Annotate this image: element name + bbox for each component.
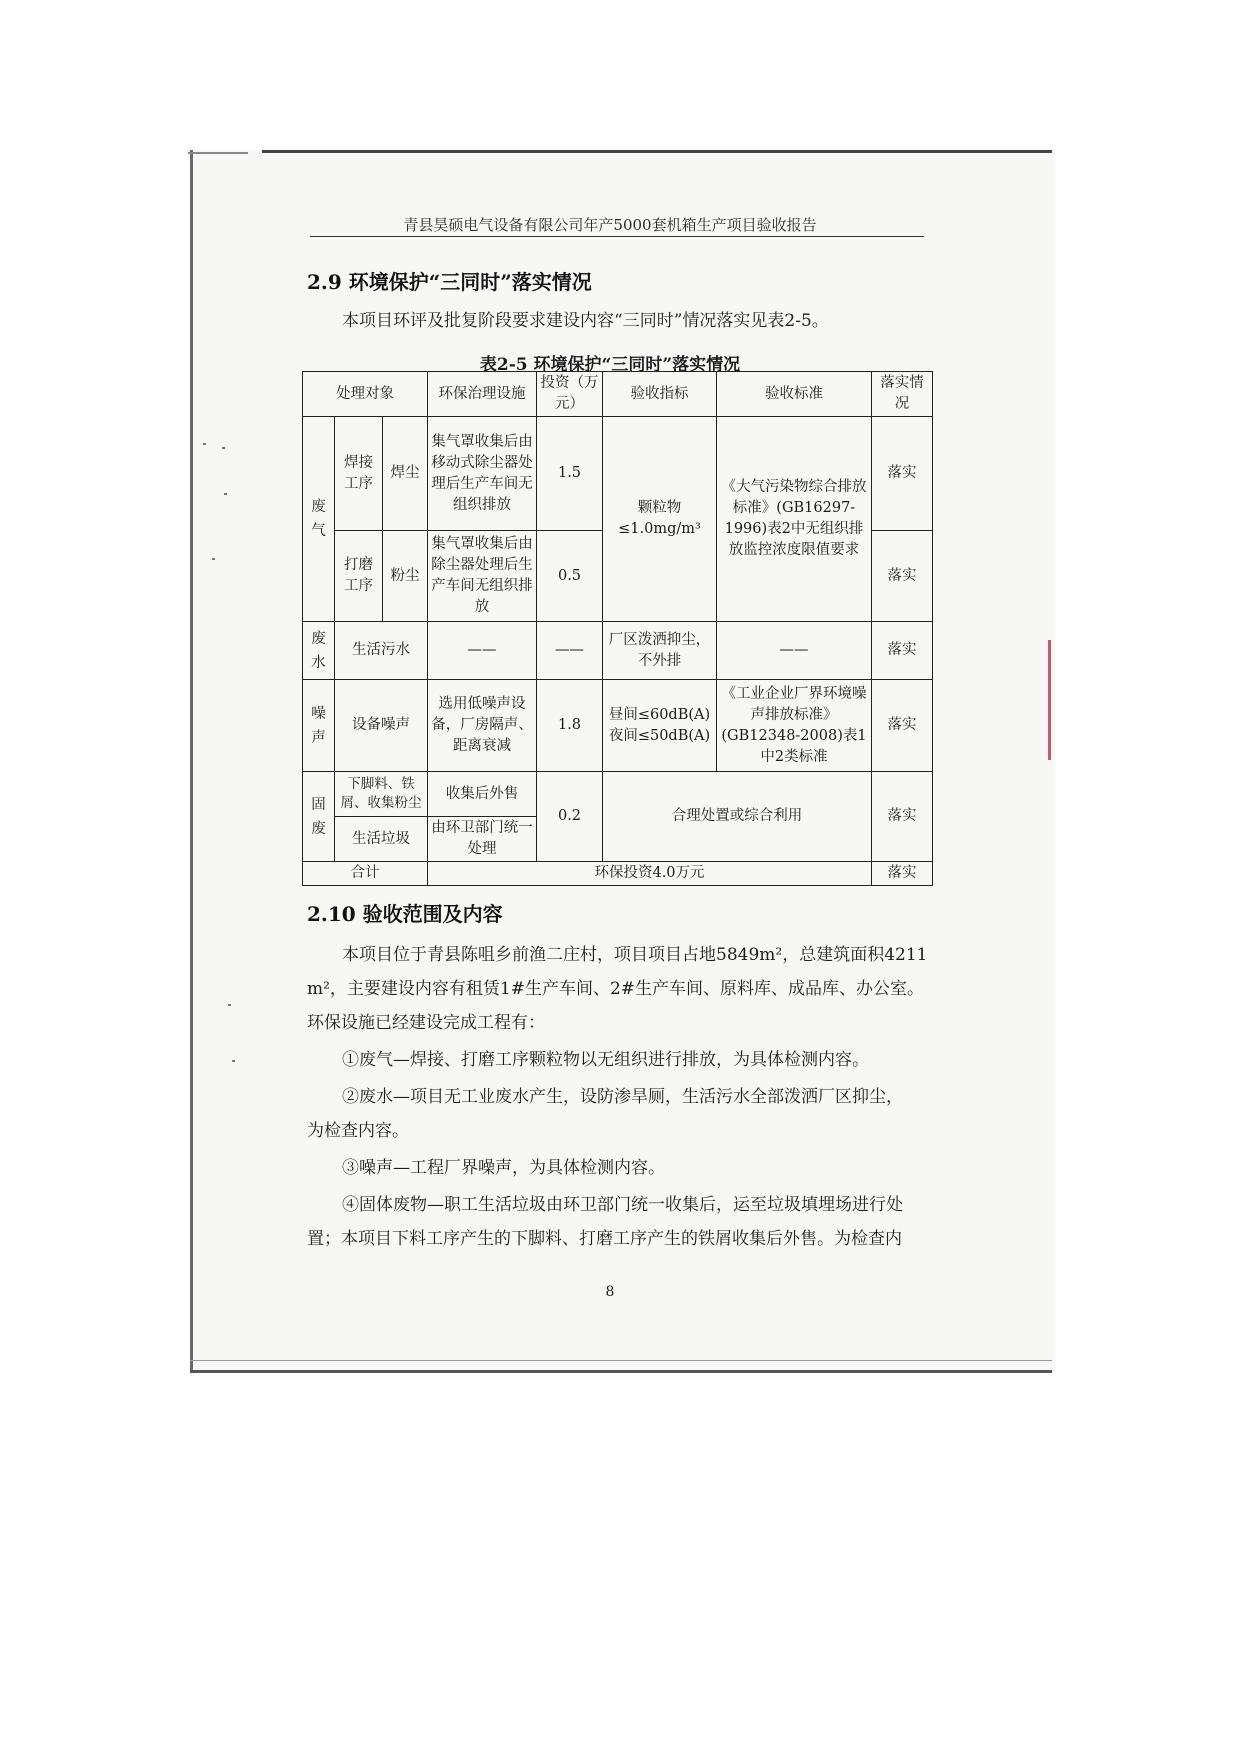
solid-waste-investment: 0.2 — [537, 772, 603, 862]
scan-edge-top — [262, 150, 1052, 153]
scan-speck — [228, 1004, 231, 1006]
scope-paragraph-line1: 本项目位于青县陈咀乡前渔二庄村，项目项目占地5849m²，总建筑面积4211 — [342, 945, 928, 965]
three-simultaneous-table — [302, 371, 933, 886]
grinding-process: 打磨工序 — [335, 531, 383, 622]
scope-item-waste-water-line1: ②废水—项目无工业废水产生，设防渗旱厕，生活污水全部泼洒厂区抑尘， — [342, 1087, 903, 1107]
scan-mark-right — [1048, 640, 1051, 760]
solid-waste-item1-facility: 收集后外售 — [428, 772, 537, 817]
category-noise — [303, 680, 335, 772]
solid-waste-item2-facility: 由环卫部门统一处理 — [428, 817, 537, 862]
waste-water-object: 生活污水 — [335, 622, 428, 680]
grinding-status: 落实 — [872, 531, 933, 622]
header-standard: 验收标准 — [717, 372, 872, 417]
total-value: 环保投资4.0万元 — [428, 862, 872, 886]
running-header: 青县昊硕电气设备有限公司年产5000套机箱生产项目验收报告 — [403, 216, 817, 234]
header-rule — [310, 236, 924, 237]
section-heading-2-9: 2.9 环境保护“三同时”落实情况 — [307, 270, 592, 294]
scope-paragraph-line3: 环保设施已经建设完成工程有： — [307, 1013, 545, 1033]
section-intro: 本项目环评及批复阶段要求建设内容“三同时”情况落实见表2-5。 — [342, 311, 829, 331]
header-facility: 环保治理设施 — [428, 372, 537, 417]
scan-speck — [212, 558, 215, 560]
category-waste-water — [303, 622, 335, 680]
waste-water-status: 落实 — [872, 622, 933, 680]
header-indicator: 验收指标 — [603, 372, 717, 417]
scan-edge-bottom — [190, 1370, 1052, 1373]
category-label: 废水 — [311, 630, 326, 671]
header-investment: 投资（万元） — [537, 372, 603, 417]
scan-speck — [224, 493, 227, 495]
welding-process: 焊接工序 — [335, 417, 383, 531]
waste-water-investment: —— — [537, 622, 603, 680]
total-status: 落实 — [872, 862, 933, 886]
waste-water-indicator: 厂区泼洒抑尘，不外排 — [603, 622, 717, 680]
noise-status: 落实 — [872, 680, 933, 772]
noise-investment: 1.8 — [537, 680, 603, 772]
waste-gas-indicator: 颗粒物≤1.0mg/m³ — [603, 417, 717, 622]
welding-status: 落实 — [872, 417, 933, 531]
page-number: 8 — [605, 1284, 615, 1300]
waste-gas-standard: 《大气污染物综合排放标准》(GB16297-1996)表2中无组织排放监控浓度限值要求 — [717, 417, 872, 622]
category-solid-waste — [303, 772, 335, 862]
header-status: 落实情况 — [872, 372, 933, 417]
scan-speck — [203, 443, 206, 445]
waste-water-facility: —— — [428, 622, 537, 680]
scope-item-waste-water-line2: 为检查内容。 — [307, 1121, 409, 1141]
section-heading-2-10: 2.10 验收范围及内容 — [307, 902, 503, 926]
table-caption: 表2-5 环境保护“三同时”落实情况 — [479, 355, 741, 375]
scope-paragraph-line2: m²，主要建设内容有租赁1#生产车间、2#生产车间、原料库、成品库、办公室。 — [307, 979, 925, 999]
welding-investment: 1.5 — [537, 417, 603, 531]
total-label: 合计 — [303, 862, 428, 886]
category-label: 噪声 — [311, 705, 326, 746]
category-waste-gas — [303, 417, 335, 622]
noise-indicator — [603, 680, 717, 772]
noise-object: 设备噪声 — [335, 680, 428, 772]
category-label: 废气 — [311, 499, 326, 539]
grinding-investment: 0.5 — [537, 531, 603, 622]
scope-item-solid-waste-line2: 置；本项目下料工序产生的下脚料、打磨工序产生的铁屑收集后外售。为检查内 — [307, 1229, 902, 1249]
grinding-pollutant: 粉尘 — [383, 531, 428, 622]
header-object: 处理对象 — [303, 372, 428, 417]
welding-facility: 集气罩收集后由移动式除尘器处理后生产车间无组织排放 — [428, 417, 537, 531]
waste-water-standard: —— — [717, 622, 872, 680]
scan-edge-top-left — [188, 152, 248, 154]
scope-item-noise: ③噪声—工程厂界噪声，为具体检测内容。 — [342, 1158, 665, 1178]
noise-standard: 《工业企业厂界环境噪声排放标准》(GB12348-2008)表1中2类标准 — [717, 680, 872, 772]
scope-item-waste-gas: ①废气—焊接、打磨工序颗粒物以无组织进行排放，为具体检测内容。 — [342, 1050, 869, 1070]
solid-waste-item2-object: 生活垃圾 — [335, 817, 428, 862]
category-label: 固废 — [311, 796, 326, 837]
noise-facility: 选用低噪声设备，厂房隔声、距离衰减 — [428, 680, 537, 772]
noise-indicator-night: 夜间≤50dB(A) — [608, 727, 711, 744]
welding-pollutant: 焊尘 — [383, 417, 428, 531]
solid-waste-status: 落实 — [872, 772, 933, 862]
solid-waste-indicator: 合理处置或综合利用 — [603, 772, 872, 862]
scan-edge-bottom-inner — [190, 1360, 1052, 1361]
solid-waste-item1-object: 下脚料、铁屑、收集粉尘 — [335, 772, 428, 817]
grinding-facility: 集气罩收集后由除尘器处理后生产车间无组织排放 — [428, 531, 537, 622]
scan-speck — [232, 1060, 235, 1062]
scope-item-solid-waste-line1: ④固体废物—职工生活垃圾由环卫部门统一收集后，运至垃圾填埋场进行处 — [342, 1195, 903, 1215]
scan-speck — [222, 447, 225, 449]
noise-indicator-day: 昼间≤60dB(A) — [608, 706, 711, 723]
